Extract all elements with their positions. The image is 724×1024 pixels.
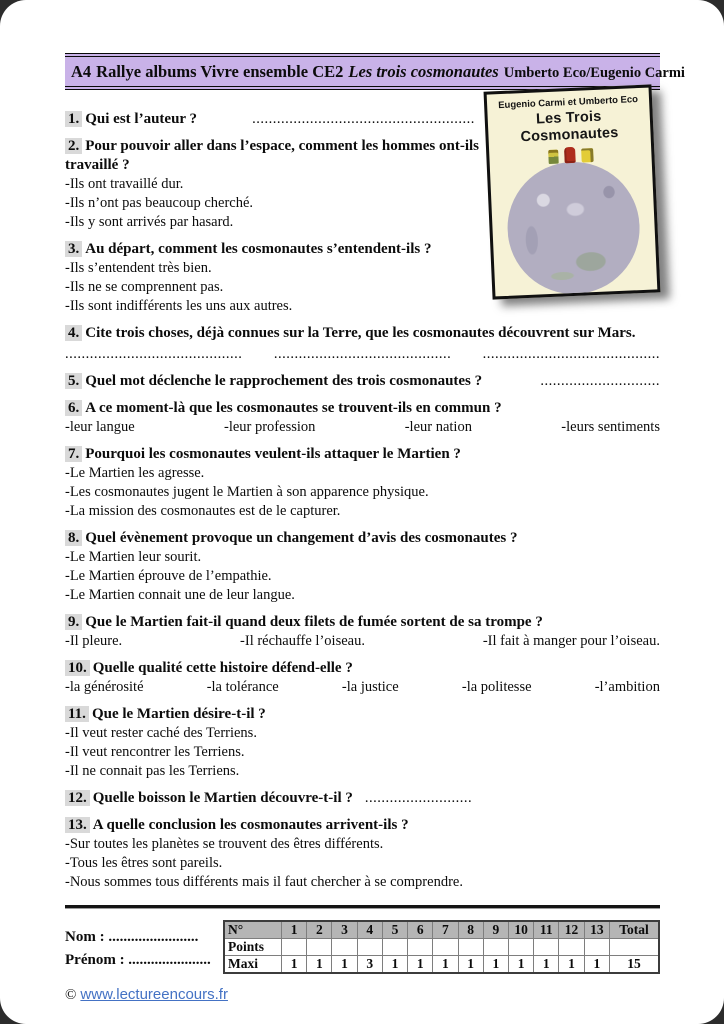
- footer-identification: [65, 920, 660, 974]
- option: -Le Martien éprouve de l’empathie.: [65, 568, 272, 584]
- points-cell: [534, 939, 559, 956]
- points-cell: [433, 939, 458, 956]
- score-table-wrap: [223, 920, 660, 974]
- row-label: Maxi: [224, 956, 282, 974]
- answer-dots-row: [65, 345, 660, 364]
- option: -leur profession: [223, 419, 316, 435]
- question-text: Que le Martien désire-t-il ?: [91, 706, 266, 722]
- maxi-cell: 1: [483, 956, 508, 974]
- question-number: 13.: [65, 817, 90, 833]
- option: -Ils n’ont pas beaucoup cherché.: [65, 195, 254, 211]
- option: -Ils ne se comprennent pas.: [65, 279, 224, 295]
- question-number: 6.: [65, 400, 82, 416]
- score-header-cell: 9: [483, 921, 508, 939]
- score-header-cell: 3: [332, 921, 357, 939]
- option: -Il ne connait pas les Terriens.: [65, 763, 240, 779]
- points-cell: [332, 939, 357, 956]
- option: -Il veut rencontrer les Terriens.: [65, 744, 245, 760]
- answer-dots: .............................: [540, 373, 660, 389]
- maxi-cell: 1: [332, 956, 357, 974]
- question-text: Quel évènement provoque un changement d’avis des cosmonautes ?: [85, 530, 518, 546]
- question-12: [65, 789, 660, 808]
- option: -Il pleure.: [65, 633, 123, 649]
- points-cell: [610, 939, 660, 956]
- option: -Les cosmonautes jugent le Martien à son apparence physique.: [65, 484, 429, 500]
- page-title: Rallye albums Vivre ensemble CE2: [96, 62, 344, 81]
- site-link[interactable]: www.lectureencours.fr: [80, 986, 228, 1003]
- question-text: Pourquoi les cosmonautes veulent-ils attaquer le Martien ?: [85, 446, 461, 462]
- answer-dots: ......................................................: [252, 111, 475, 127]
- score-header-cell: 8: [458, 921, 483, 939]
- options-row: [65, 418, 660, 437]
- maxi-cell: 3: [357, 956, 382, 974]
- planet-illustration: [505, 159, 643, 297]
- option: -la justice: [341, 679, 399, 695]
- question-text: Que le Martien fait-il quand deux filets de fumée sortent de sa trompe ?: [85, 614, 543, 630]
- option: -Il veut rester caché des Terriens.: [65, 725, 257, 741]
- copyright-symbol: ©: [65, 987, 77, 1003]
- option: -la générosité: [65, 679, 144, 695]
- maxi-cell: 1: [508, 956, 533, 974]
- question-8: [65, 529, 660, 605]
- question-number: 5.: [65, 373, 82, 389]
- answer-dots: ...........................................: [482, 346, 660, 362]
- answer-dots: ..........................: [364, 790, 473, 806]
- copyright-line: [65, 986, 660, 1004]
- score-header-cell: N°: [224, 921, 282, 939]
- doc-code: A4: [71, 62, 92, 81]
- option: -Sur toutes les planètes se trouvent des êtres différents.: [65, 836, 384, 852]
- firstname-line: Prénom : ......................: [65, 952, 211, 968]
- question-6: [65, 399, 660, 437]
- option: -Ils sont indifférents les uns aux autres.: [65, 298, 293, 314]
- question-text: A quelle conclusion les cosmonautes arrivent-ils ?: [92, 817, 409, 833]
- points-cell: [458, 939, 483, 956]
- score-table: [223, 920, 660, 974]
- question-number: 10.: [65, 660, 90, 676]
- points-cell: [559, 939, 584, 956]
- option: -Ils s’entendent très bien.: [65, 260, 212, 276]
- score-header-cell: 10: [508, 921, 533, 939]
- option: -la politesse: [461, 679, 532, 695]
- maxi-cell: 1: [282, 956, 307, 974]
- maxi-cell: 1: [307, 956, 332, 974]
- maxi-cell: 1: [408, 956, 433, 974]
- option: -Il réchauffe l’oiseau.: [240, 633, 365, 649]
- question-number: 11.: [65, 706, 89, 722]
- question-10: [65, 659, 660, 697]
- maxi-cell: 1: [534, 956, 559, 974]
- book-authors-label: Umberto Eco/Eugenio Carmi: [503, 65, 685, 81]
- points-cell: [282, 939, 307, 956]
- question-7: [65, 445, 660, 521]
- question-3: [65, 240, 493, 316]
- maxi-cell: 1: [458, 956, 483, 974]
- question-text: Pour pouvoir aller dans l’espace, comment les hommes ont-ils travaillé ?: [65, 138, 479, 173]
- header-bar: [65, 53, 685, 90]
- name-line: Nom : ........................: [65, 929, 199, 945]
- question-11: [65, 705, 660, 781]
- option: -Le Martien connait une de leur langue.: [65, 587, 295, 603]
- option: -Nous sommes tous différents mais il faut chercher à se comprendre.: [65, 874, 463, 890]
- option: -la tolérance: [206, 679, 279, 695]
- maxi-row: [224, 956, 659, 974]
- cosmonaut-figure-red-icon: [564, 147, 576, 163]
- points-cell: [382, 939, 407, 956]
- score-header-cell: 5: [382, 921, 407, 939]
- score-header-cell: 1: [282, 921, 307, 939]
- question-text: Quelle qualité cette histoire défend-elle ?: [92, 660, 353, 676]
- cosmonaut-figure-green-icon: [548, 150, 559, 164]
- option: -La mission des cosmonautes est de le capturer.: [65, 503, 341, 519]
- options-row: [65, 632, 660, 651]
- options-row: [65, 678, 660, 697]
- option: -Ils y sont arrivés par hasard.: [65, 214, 234, 230]
- question-5: [65, 372, 660, 391]
- option: -leur nation: [404, 419, 472, 435]
- score-header-cell: 12: [559, 921, 584, 939]
- question-text: Au départ, comment les cosmonautes s’entendent-ils ?: [85, 241, 432, 257]
- score-header-cell: 7: [433, 921, 458, 939]
- option: -Ils ont travaillé dur.: [65, 176, 184, 192]
- cover-authors-line: Eugenio Carmi et Umberto Eco: [497, 94, 639, 112]
- option: -l’ambition: [594, 679, 660, 695]
- question-text: Cite trois choses, déjà connues sur la Terre, que les cosmonautes découvrent sur Mars.: [85, 325, 636, 341]
- question-number: 4.: [65, 325, 82, 341]
- score-header-cell: 4: [357, 921, 382, 939]
- question-number: 3.: [65, 241, 82, 257]
- question-2: [65, 137, 493, 232]
- maxi-cell: 1: [559, 956, 584, 974]
- question-4: [65, 324, 660, 364]
- score-header-cell: 6: [408, 921, 433, 939]
- points-cell: [357, 939, 382, 956]
- book-title: Les trois cosmonautes: [348, 62, 499, 81]
- question-text: Quelle boisson le Martien découvre-t-il ?: [92, 790, 353, 806]
- question-number: 2.: [65, 138, 82, 154]
- points-row: [224, 939, 659, 956]
- score-header-cell: Total: [610, 921, 660, 939]
- score-header-cell: 2: [307, 921, 332, 939]
- option: -leurs sentiments: [561, 419, 660, 435]
- score-header-cell: 13: [584, 921, 609, 939]
- option: -Il fait à manger pour l’oiseau.: [482, 633, 660, 649]
- option: -Le Martien les agresse.: [65, 465, 205, 481]
- maxi-cell: 1: [584, 956, 609, 974]
- question-number: 1.: [65, 111, 82, 127]
- points-cell: [508, 939, 533, 956]
- question-text: A ce moment-là que les cosmonautes se trouvent-ils en commun ?: [85, 400, 502, 416]
- maxi-cell: 1: [382, 956, 407, 974]
- option: -Tous les êtres sont pareils.: [65, 855, 223, 871]
- score-header-row: [224, 921, 659, 939]
- question-number: 7.: [65, 446, 82, 462]
- question-number: 8.: [65, 530, 82, 546]
- identity-block: [65, 920, 223, 972]
- option: -leur langue: [65, 419, 135, 435]
- question-9: [65, 613, 660, 651]
- row-label: Points: [224, 939, 282, 956]
- points-cell: [408, 939, 433, 956]
- option: -Le Martien leur sourit.: [65, 549, 202, 565]
- cover-title: Les Trois Cosmonautes: [520, 108, 619, 146]
- score-header-cell: 11: [534, 921, 559, 939]
- cosmonaut-figure-yellow-icon: [581, 148, 594, 163]
- maxi-cell: 1: [433, 956, 458, 974]
- question-1: [65, 110, 493, 129]
- answer-dots: ...........................................: [273, 346, 452, 362]
- question-number: 12.: [65, 790, 90, 806]
- maxi-cell: 15: [610, 956, 660, 974]
- question-text: Qui est l’auteur ?: [85, 111, 198, 127]
- answer-dots: ...........................................: [65, 346, 243, 362]
- question-text: Quel mot déclenche le rapprochement des trois cosmonautes ?: [85, 373, 483, 389]
- points-cell: [483, 939, 508, 956]
- book-cover: [484, 84, 661, 299]
- question-number: 9.: [65, 614, 82, 630]
- points-cell: [584, 939, 609, 956]
- points-cell: [307, 939, 332, 956]
- question-13: [65, 816, 660, 892]
- divider-rule: [65, 905, 660, 909]
